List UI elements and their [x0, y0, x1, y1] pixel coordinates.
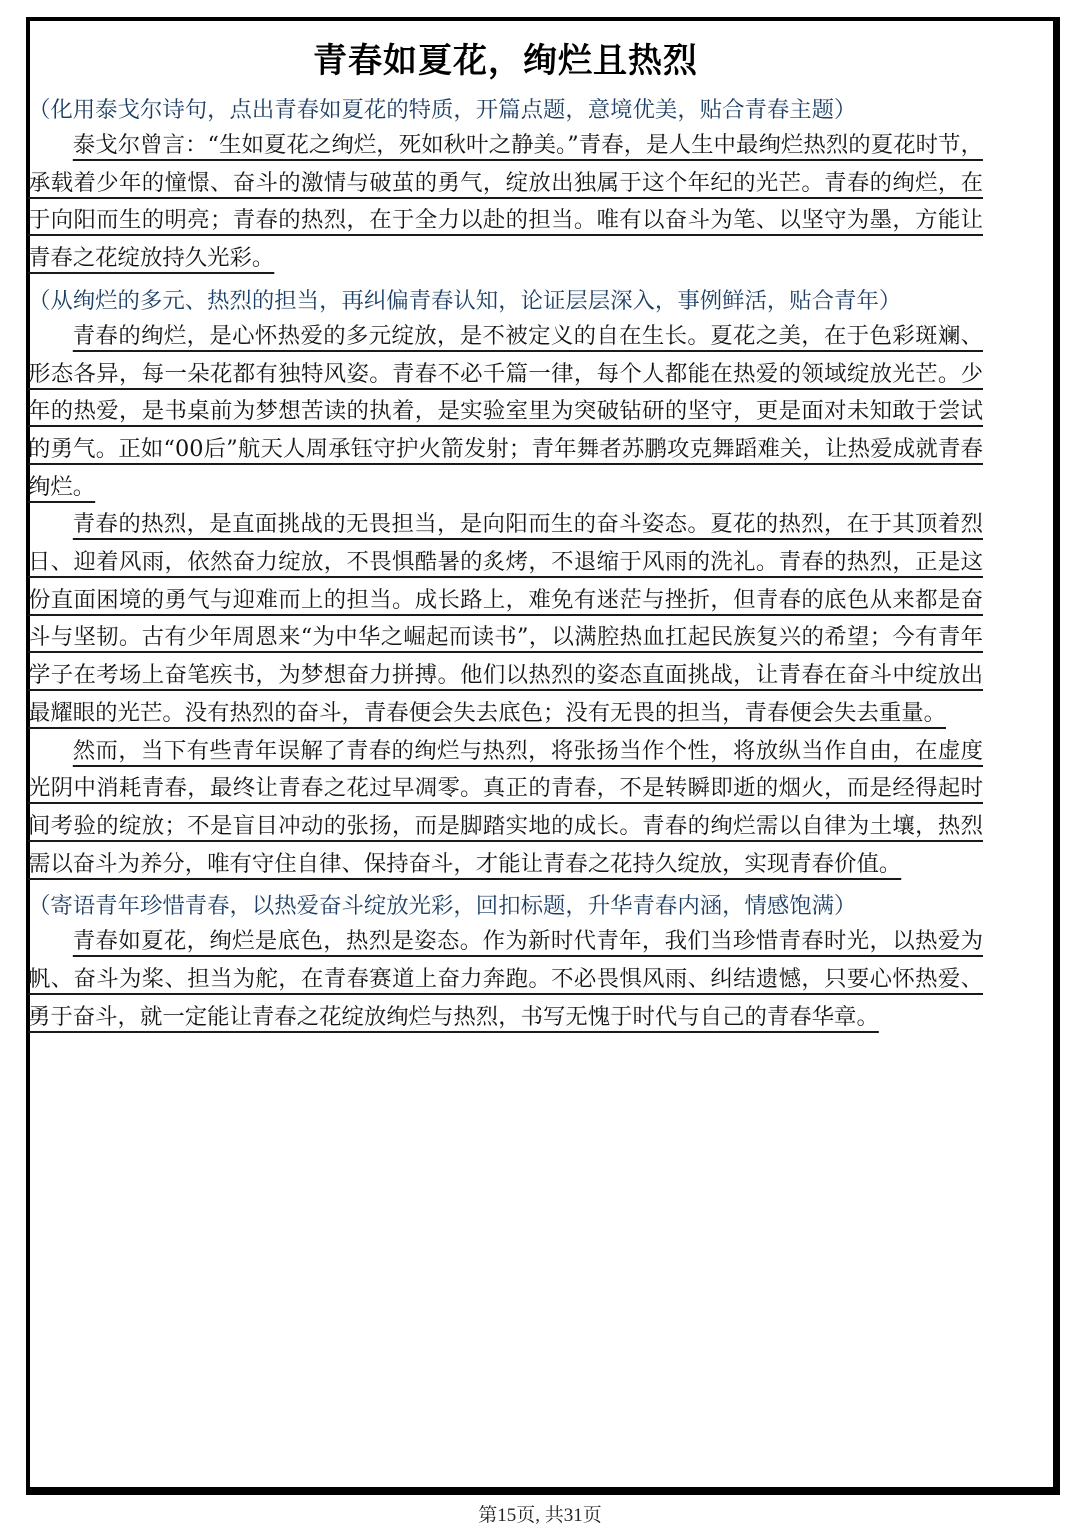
essay-paragraph-3: 青春的热烈，是直面挑战的无畏担当，是向阳而生的奋斗姿态。夏花的热烈，在于其顶着烈日、迎着风雨，依然奋力绽放，不畏惧酷暑的炙烤，不退缩于风雨的洗礼。青春的热烈，正是这份直面困境的勇气与迎难而上的担当。成长路上，难免有迷茫与挫折，但青春的底色从来都是奋斗与坚韧。古有少年周恩来“为中华之崛起而读书”，以满腔热血扛起民族复兴的希望；今有青年学子在考场上奋笔疾书，为梦想奋力拼搏。他们以热烈的姿态直面挑战，让青春在奋斗中绽放出最耀眼的光芒。没有热烈的奋斗，青春便会失去底色；没有无畏的担当，青春便会失去重量。	[28, 511, 983, 726]
essay-paragraph-1: 泰戈尔曾言：“生如夏花之绚烂，死如秋叶之静美。”青春，是人生中最绚烂热烈的夏花时节，承载着少年的憧憬、奋斗的激情与破茧的勇气，绽放出独属于这个年纪的光芒。青春的绚烂，在于向阳而生的明亮；青春的热烈，在于全力以赴的担当。唯有以奋斗为笔、以坚守为墨，方能让青春之花绽放持久光彩。	[28, 132, 983, 272]
essay-paragraph-5: 青春如夏花，绚烂是底色，热烈是姿态。作为新时代青年，我们当珍惜青春时光，以热爱为帆、奋斗为桨、担当为舵，在青春赛道上奋力奔跑。不必畏惧风雨、纠结遗憾，只要心怀热爱、勇于奋斗，就一定能让青春之花绽放绚烂与热烈，书写无愧于时代与自己的青春华章。	[28, 928, 983, 1030]
annotation-comment-2: （从绚烂的多元、热烈的担当，再纠偏青春认知，论证层层深入，事例鲜活，贴合青年）	[28, 287, 902, 314]
annotation-comment-3: （寄语青年珍惜青春，以热爱奋斗绽放光彩，回扣标题，升华青春内涵，情感饱满）	[28, 893, 857, 920]
page-number: 第15页, 共31页	[478, 1505, 602, 1526]
essay-content	[28, 35, 983, 1036]
essay-paragraph-4: 然而，当下有些青年误解了青春的绚烂与热烈，将张扬当作个性，将放纵当作自由，在虚度光阴中消耗青春，最终让青春之花过早凋零。真正的青春，不是转瞬即逝的烟火，而是经得起时间考验的绽放；不是盲目冲动的张扬，而是脚踏实地的成长。青春的绚烂需以自律为土壤，热烈需以奋斗为养分，唯有守住自律、保持奋斗，才能让青春之花持久绽放，实现青春价值。	[28, 737, 983, 877]
annotation-comment-1: （化用泰戈尔诗句，点出青春如夏花的特质，开篇点题，意境优美，贴合青春主题）	[28, 97, 857, 123]
essay-title: 青春如夏花，绚烂且热烈	[313, 41, 698, 81]
essay-paragraph-2: 青春的绚烂，是心怀热爱的多元绽放，是不被定义的自在生长。夏花之美，在于色彩斑斓、形态各异，每一朵花都有独特风姿。青春不必千篇一律，每个人都能在热爱的领域绽放光芒。少年的热爱，是书桌前为梦想苦读的执着，是实验室里为突破钻研的坚守，更是面对未知敢于尝试的勇气。正如“00后”航天人周承钰守护火箭发射；青年舞者苏鹏攻克舞蹈难关，让热爱成就青春绚烂。	[28, 322, 983, 500]
